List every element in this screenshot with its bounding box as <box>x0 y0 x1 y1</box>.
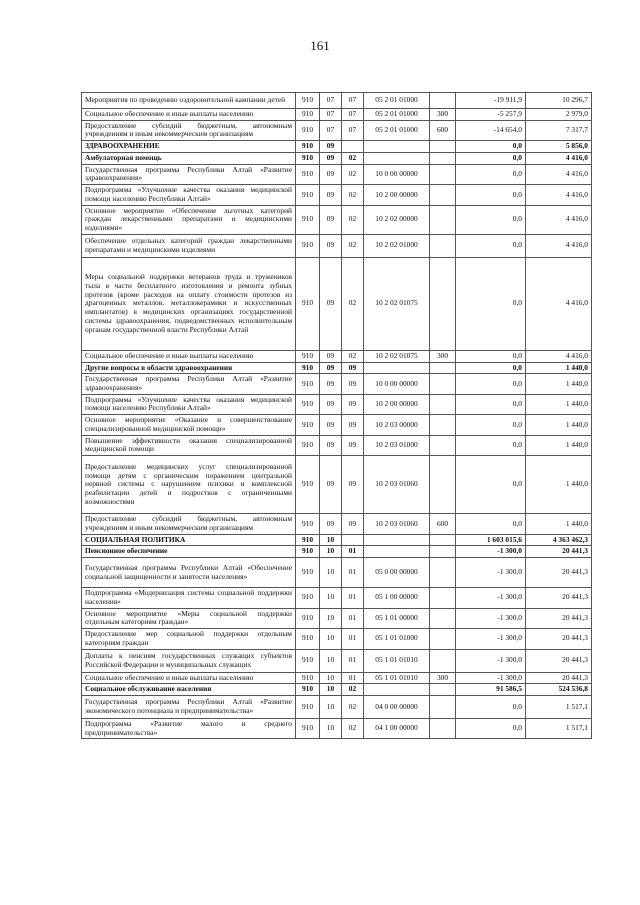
table-cell-target-article: 10 2 02 00000 <box>364 205 430 234</box>
table-cell-name: ЗДРАВООХРАНЕНИЕ <box>82 141 296 153</box>
table-cell-expense-type <box>430 141 456 153</box>
table-cell-sum-total: 20 441,3 <box>526 558 592 588</box>
table-cell-expense-type <box>430 629 456 649</box>
table-cell-section: 07 <box>320 93 342 109</box>
table-row <box>82 415 592 435</box>
table-cell-sum-total: 20 441,3 <box>526 546 592 558</box>
table-cell-target-article: 05 2 01 01000 <box>364 109 430 121</box>
table-cell-target-article: 10 2 00 00000 <box>364 394 430 414</box>
table-cell-name: СОЦИАЛЬНАЯ ПОЛИТИКА <box>82 534 296 546</box>
table-cell-ved: 910 <box>296 120 320 140</box>
table-cell-sum-total: 1 517,1 <box>526 718 592 738</box>
table-cell-sum-change: 0,0 <box>456 152 526 164</box>
table-cell-sum-total: 1 517,1 <box>526 695 592 718</box>
table-cell-sum-total: 20 441,3 <box>526 608 592 628</box>
table-cell-sum-change: 0,0 <box>456 257 526 350</box>
table-cell-sum-total: 20 441,3 <box>526 672 592 684</box>
table-cell-section: 09 <box>320 374 342 394</box>
table-cell-expense-type <box>430 415 456 435</box>
table-cell-subsection: 07 <box>342 120 364 140</box>
table-cell-sum-change: -1 300,0 <box>456 546 526 558</box>
table-cell-name: Амбулаторная помощь <box>82 152 296 164</box>
table-cell-section: 10 <box>320 672 342 684</box>
table-cell-name: Подпрограмма «Модернизация системы социальной поддержки населения» <box>82 588 296 608</box>
table-cell-target-article: 10 0 00 00000 <box>364 374 430 394</box>
table-cell-target-article <box>364 362 430 374</box>
table-cell-target-article: 10 2 00 00000 <box>364 185 430 205</box>
table-cell-expense-type: 300 <box>430 672 456 684</box>
table-cell-subsection: 02 <box>342 695 364 718</box>
table-row <box>82 185 592 205</box>
table-cell-section: 09 <box>320 362 342 374</box>
table-cell-section: 09 <box>320 415 342 435</box>
table-cell-sum-change: -19 911,9 <box>456 93 526 109</box>
table-cell-name: Основное мероприятие «Обеспечение льготных категорий граждан лекарственными препаратами и медицинскими изделиями» <box>82 205 296 234</box>
table-cell-ved: 910 <box>296 546 320 558</box>
table-cell-sum-change: 0,0 <box>456 394 526 414</box>
table-cell-target-article: 05 1 01 01000 <box>364 629 430 649</box>
table-cell-expense-type <box>430 435 456 455</box>
table-cell-section: 09 <box>320 152 342 164</box>
table-cell-subsection: 09 <box>342 362 364 374</box>
table-row <box>82 534 592 546</box>
table-cell-section: 09 <box>320 456 342 514</box>
table-cell-name: Социальное обеспечение и иные выплаты населению <box>82 109 296 121</box>
table-cell-section: 10 <box>320 695 342 718</box>
table-cell-target-article <box>364 684 430 696</box>
table-cell-ved: 910 <box>296 534 320 546</box>
table-cell-expense-type <box>430 152 456 164</box>
table-cell-target-article: 10 2 02 01075 <box>364 257 430 350</box>
table-cell-subsection: 07 <box>342 109 364 121</box>
table-row <box>82 649 592 672</box>
table-cell-sum-total: 4 416,0 <box>526 350 592 362</box>
table-cell-ved: 910 <box>296 649 320 672</box>
table-cell-section: 09 <box>320 164 342 184</box>
table-cell-target-article: 10 2 03 01060 <box>364 514 430 534</box>
table-cell-expense-type <box>430 257 456 350</box>
table-cell-name: Предоставление субсидий бюджетным, автономным учреждениям и иным некоммерческим организациям <box>82 514 296 534</box>
table-cell-expense-type <box>430 534 456 546</box>
table-cell-subsection: 01 <box>342 608 364 628</box>
table-cell-expense-type <box>430 185 456 205</box>
table-cell-sum-total: 10 296,7 <box>526 93 592 109</box>
table-cell-sum-change: 0,0 <box>456 435 526 455</box>
table-cell-section: 10 <box>320 718 342 738</box>
table-cell-expense-type <box>430 362 456 374</box>
table-cell-sum-total: 4 363 462,3 <box>526 534 592 546</box>
table-cell-ved: 910 <box>296 141 320 153</box>
table-cell-sum-change: -1 300,0 <box>456 588 526 608</box>
table-row <box>82 629 592 649</box>
table-cell-sum-change: 0,0 <box>456 415 526 435</box>
table-cell-ved: 910 <box>296 695 320 718</box>
table-cell-section: 09 <box>320 234 342 257</box>
table-row <box>82 588 592 608</box>
table-cell-sum-change: -1 300,0 <box>456 672 526 684</box>
table-cell-subsection: 01 <box>342 546 364 558</box>
table-cell-section: 09 <box>320 514 342 534</box>
table-cell-ved: 910 <box>296 205 320 234</box>
table-row <box>82 514 592 534</box>
table-row <box>82 546 592 558</box>
table-cell-sum-total: 20 441,3 <box>526 588 592 608</box>
table-cell-expense-type: 600 <box>430 120 456 140</box>
table-row <box>82 234 592 257</box>
table-cell-name: Другие вопросы в области здравоохранения <box>82 362 296 374</box>
table-cell-expense-type <box>430 558 456 588</box>
table-cell-sum-change: 0,0 <box>456 350 526 362</box>
table-cell-section: 10 <box>320 649 342 672</box>
table-cell-name: Мероприятия по проведению оздоровительной кампании детей <box>82 93 296 109</box>
table-cell-name: Основное мероприятие «Меры социальной поддержки отдельным категориям граждан» <box>82 608 296 628</box>
table-cell-section: 09 <box>320 394 342 414</box>
table-row <box>82 152 592 164</box>
table-cell-section: 07 <box>320 109 342 121</box>
table-cell-ved: 910 <box>296 257 320 350</box>
table-cell-expense-type <box>430 374 456 394</box>
table-cell-sum-total: 1 440,0 <box>526 435 592 455</box>
table-cell-section: 10 <box>320 684 342 696</box>
table-cell-target-article <box>364 152 430 164</box>
table-cell-section: 09 <box>320 205 342 234</box>
table-cell-target-article: 10 2 03 00000 <box>364 415 430 435</box>
table-cell-sum-total: 1 440,0 <box>526 514 592 534</box>
table-cell-target-article <box>364 534 430 546</box>
table-row <box>82 205 592 234</box>
table-cell-expense-type <box>430 234 456 257</box>
table-cell-sum-total: 4 416,0 <box>526 234 592 257</box>
table-cell-subsection: 09 <box>342 456 364 514</box>
table-cell-ved: 910 <box>296 164 320 184</box>
table-row <box>82 435 592 455</box>
table-cell-name: Предоставление медицинских услуг специализированной помощи детям с органическим поражением центральной нервной системы с нарушением психики и комплексной реабилитации детей и подростков с ограниченными возможностями <box>82 456 296 514</box>
table-cell-name: Государственная программа Республики Алтай «Развитие здравоохранения» <box>82 374 296 394</box>
table-cell-sum-change: 91 586,5 <box>456 684 526 696</box>
table-cell-sum-change: -1 300,0 <box>456 608 526 628</box>
table-cell-expense-type <box>430 718 456 738</box>
table-cell-subsection: 02 <box>342 718 364 738</box>
table-cell-target-article <box>364 546 430 558</box>
table-cell-name: Подпрограмма «Улучшение качества оказания медицинской помощи населению Республики Алтай» <box>82 185 296 205</box>
table-cell-name: Предоставление субсидий бюджетным, автономным учреждениям и иным некоммерческим организациям <box>82 120 296 140</box>
table-cell-sum-change: 0,0 <box>456 718 526 738</box>
table-cell-ved: 910 <box>296 588 320 608</box>
table-cell-target-article: 10 2 02 01000 <box>364 234 430 257</box>
table-cell-section: 10 <box>320 588 342 608</box>
table-row <box>82 362 592 374</box>
table-cell-ved: 910 <box>296 558 320 588</box>
table-cell-subsection: 02 <box>342 205 364 234</box>
table-cell-sum-change: 0,0 <box>456 164 526 184</box>
table-cell-subsection: 02 <box>342 164 364 184</box>
table-cell-ved: 910 <box>296 629 320 649</box>
table-cell-sum-total: 4 416,0 <box>526 185 592 205</box>
table-cell-sum-total: 1 440,0 <box>526 456 592 514</box>
table-cell-target-article: 05 1 01 00000 <box>364 608 430 628</box>
table-cell-target-article: 10 2 03 01060 <box>364 456 430 514</box>
table-cell-sum-total: 4 416,0 <box>526 164 592 184</box>
table-cell-expense-type <box>430 608 456 628</box>
table-cell-sum-total: 5 856,0 <box>526 141 592 153</box>
table-cell-subsection: 02 <box>342 257 364 350</box>
table-cell-sum-change: -1 300,0 <box>456 629 526 649</box>
table-cell-sum-change: 0,0 <box>456 234 526 257</box>
table-row <box>82 141 592 153</box>
table-cell-subsection: 09 <box>342 394 364 414</box>
table-cell-target-article: 05 2 01 01000 <box>364 93 430 109</box>
table-cell-target-article: 05 1 01 01010 <box>364 672 430 684</box>
table-cell-sum-total: 20 441,3 <box>526 629 592 649</box>
table-cell-ved: 910 <box>296 514 320 534</box>
table-cell-sum-total: 4 416,0 <box>526 152 592 164</box>
table-row <box>82 257 592 350</box>
table-cell-ved: 910 <box>296 456 320 514</box>
table-cell-target-article: 05 0 00 00000 <box>364 558 430 588</box>
table-cell-section: 10 <box>320 608 342 628</box>
table-cell-sum-change: 1 603 015,6 <box>456 534 526 546</box>
table-cell-subsection: 01 <box>342 588 364 608</box>
table-cell-name: Социальное обеспечение и иные выплаты населению <box>82 672 296 684</box>
table-cell-sum-total: 1 440,0 <box>526 394 592 414</box>
table-cell-sum-total: 524 536,8 <box>526 684 592 696</box>
table-row <box>82 672 592 684</box>
table-cell-subsection: 02 <box>342 185 364 205</box>
table-cell-name: Меры социальной поддержки ветеранов труда и тружеников тыла в части бесплатного изготовления и ремонта зубных протезов (кроме расходов на оплату стоимости протезов из драгоценных металлов, металлокерамики и искусственных имплантатов) в медицинских организациях государственной системы здравоохранения, подведомственных исполнительным органам государственной власти Республики Алтай <box>82 257 296 350</box>
table-cell-name: Подпрограмма «Развитие малого и среднего предпринимательства» <box>82 718 296 738</box>
table-cell-sum-change: -5 257,9 <box>456 109 526 121</box>
table-cell-name: Социальное обслуживание населения <box>82 684 296 696</box>
table-cell-ved: 910 <box>296 684 320 696</box>
table-row <box>82 695 592 718</box>
table-cell-expense-type <box>430 205 456 234</box>
table-cell-section: 09 <box>320 257 342 350</box>
table-row <box>82 456 592 514</box>
table-cell-name: Обеспечение отдельных категорий граждан лекарственными препаратами и медицинскими изделиями <box>82 234 296 257</box>
table-cell-sum-change: 0,0 <box>456 185 526 205</box>
table-cell-sum-change: 0,0 <box>456 141 526 153</box>
table-cell-sum-total: 4 416,0 <box>526 257 592 350</box>
table-cell-name: Основное мероприятие «Оказание и совершенствование специализированной медицинской помощи» <box>82 415 296 435</box>
table-cell-section: 09 <box>320 141 342 153</box>
table-cell-subsection: 02 <box>342 684 364 696</box>
table-cell-expense-type <box>430 684 456 696</box>
table-cell-ved: 910 <box>296 374 320 394</box>
table-cell-section: 10 <box>320 534 342 546</box>
table-cell-subsection: 02 <box>342 350 364 362</box>
table-cell-subsection: 09 <box>342 435 364 455</box>
table-cell-ved: 910 <box>296 350 320 362</box>
table-cell-name: Предоставление мер социальной поддержки отдельным категориям граждан <box>82 629 296 649</box>
table-cell-sum-change: 0,0 <box>456 362 526 374</box>
table-cell-target-article: 04 0 00 00000 <box>364 695 430 718</box>
table-cell-subsection <box>342 141 364 153</box>
table-cell-sum-change: -1 300,0 <box>456 649 526 672</box>
table-cell-sum-total: 7 317,7 <box>526 120 592 140</box>
table-row <box>82 684 592 696</box>
table-cell-section: 09 <box>320 435 342 455</box>
table-cell-subsection: 09 <box>342 514 364 534</box>
table-cell-target-article: 05 1 00 00000 <box>364 588 430 608</box>
table-cell-expense-type <box>430 164 456 184</box>
table-cell-sum-change: 0,0 <box>456 374 526 394</box>
table-cell-expense-type <box>430 93 456 109</box>
table-cell-sum-change: 0,0 <box>456 456 526 514</box>
table-cell-ved: 910 <box>296 109 320 121</box>
table-cell-ved: 910 <box>296 362 320 374</box>
table-cell-target-article: 05 2 01 01000 <box>364 120 430 140</box>
table-cell-name: Государственная программа Республики Алтай «Развитие экономического потенциала и предпринимательства» <box>82 695 296 718</box>
table-cell-expense-type <box>430 456 456 514</box>
table-cell-expense-type <box>430 695 456 718</box>
table-cell-section: 10 <box>320 546 342 558</box>
table-cell-expense-type <box>430 546 456 558</box>
table-row <box>82 394 592 414</box>
table-row <box>82 718 592 738</box>
table-cell-ved: 910 <box>296 93 320 109</box>
table-row <box>82 120 592 140</box>
table-cell-expense-type: 600 <box>430 514 456 534</box>
table-row <box>82 374 592 394</box>
table-cell-sum-total: 1 440,0 <box>526 362 592 374</box>
table-cell-name: Государственная программа Республики Алтай «Обеспечение социальной защищенности и занятости населения» <box>82 558 296 588</box>
table-cell-target-article: 10 0 00 00000 <box>364 164 430 184</box>
table-cell-subsection: 02 <box>342 234 364 257</box>
table-cell-sum-change: 0,0 <box>456 695 526 718</box>
table-row <box>82 558 592 588</box>
table-row <box>82 109 592 121</box>
table-cell-section: 10 <box>320 558 342 588</box>
table-cell-ved: 910 <box>296 185 320 205</box>
table-cell-subsection: 01 <box>342 558 364 588</box>
table-cell-expense-type <box>430 588 456 608</box>
table-cell-subsection: 01 <box>342 649 364 672</box>
table-cell-sum-total: 20 441,3 <box>526 649 592 672</box>
table-cell-subsection <box>342 534 364 546</box>
table-cell-sum-total: 2 979,0 <box>526 109 592 121</box>
table-cell-ved: 910 <box>296 608 320 628</box>
table-cell-section: 10 <box>320 629 342 649</box>
table-cell-sum-change: 0,0 <box>456 205 526 234</box>
table-cell-ved: 910 <box>296 234 320 257</box>
table-cell-name: Подпрограмма «Улучшение качества оказания медицинской помощи населению Республики Алтай» <box>82 394 296 414</box>
table-cell-expense-type <box>430 649 456 672</box>
table-cell-section: 09 <box>320 185 342 205</box>
table-cell-sum-total: 1 440,0 <box>526 415 592 435</box>
table-cell-ved: 910 <box>296 718 320 738</box>
table-cell-subsection: 07 <box>342 93 364 109</box>
table-row <box>82 608 592 628</box>
table-cell-sum-total: 1 440,0 <box>526 374 592 394</box>
table-cell-target-article <box>364 141 430 153</box>
table-cell-ved: 910 <box>296 672 320 684</box>
table-row <box>82 350 592 362</box>
budget-table <box>81 92 592 739</box>
table-cell-expense-type: 300 <box>430 109 456 121</box>
table-cell-name: Пенсионное обеспечение <box>82 546 296 558</box>
page-number: 161 <box>310 38 330 53</box>
table-cell-ved: 910 <box>296 394 320 414</box>
table-cell-ved: 910 <box>296 152 320 164</box>
table-cell-subsection: 01 <box>342 629 364 649</box>
table-cell-target-article: 10 2 02 01075 <box>364 350 430 362</box>
table-cell-name: Повышение эффективности оказания специализированной медицинской помощи <box>82 435 296 455</box>
table-row <box>82 93 592 109</box>
table-cell-subsection: 02 <box>342 152 364 164</box>
table-cell-section: 09 <box>320 350 342 362</box>
table-cell-sum-change: -1 300,0 <box>456 558 526 588</box>
table-cell-subsection: 01 <box>342 672 364 684</box>
table-cell-sum-change: 0,0 <box>456 514 526 534</box>
table-cell-name: Доплаты к пенсиям государственных служащих субъектов Российской Федерации и муниципальных служащих <box>82 649 296 672</box>
table-row <box>82 164 592 184</box>
table-cell-name: Государственная программа Республики Алтай «Развитие здравоохранения» <box>82 164 296 184</box>
table-cell-ved: 910 <box>296 415 320 435</box>
table-cell-section: 07 <box>320 120 342 140</box>
table-cell-target-article: 05 1 01 01010 <box>364 649 430 672</box>
table-cell-expense-type <box>430 394 456 414</box>
table-cell-sum-change: -14 654,0 <box>456 120 526 140</box>
table-cell-subsection: 09 <box>342 415 364 435</box>
table-cell-target-article: 10 2 03 01000 <box>364 435 430 455</box>
table-cell-ved: 910 <box>296 435 320 455</box>
table-cell-sum-total: 4 416,0 <box>526 205 592 234</box>
table-cell-target-article: 04 1 00 00000 <box>364 718 430 738</box>
table-cell-subsection: 09 <box>342 374 364 394</box>
table-cell-name: Социальное обеспечение и иные выплаты населению <box>82 350 296 362</box>
table-cell-expense-type: 300 <box>430 350 456 362</box>
